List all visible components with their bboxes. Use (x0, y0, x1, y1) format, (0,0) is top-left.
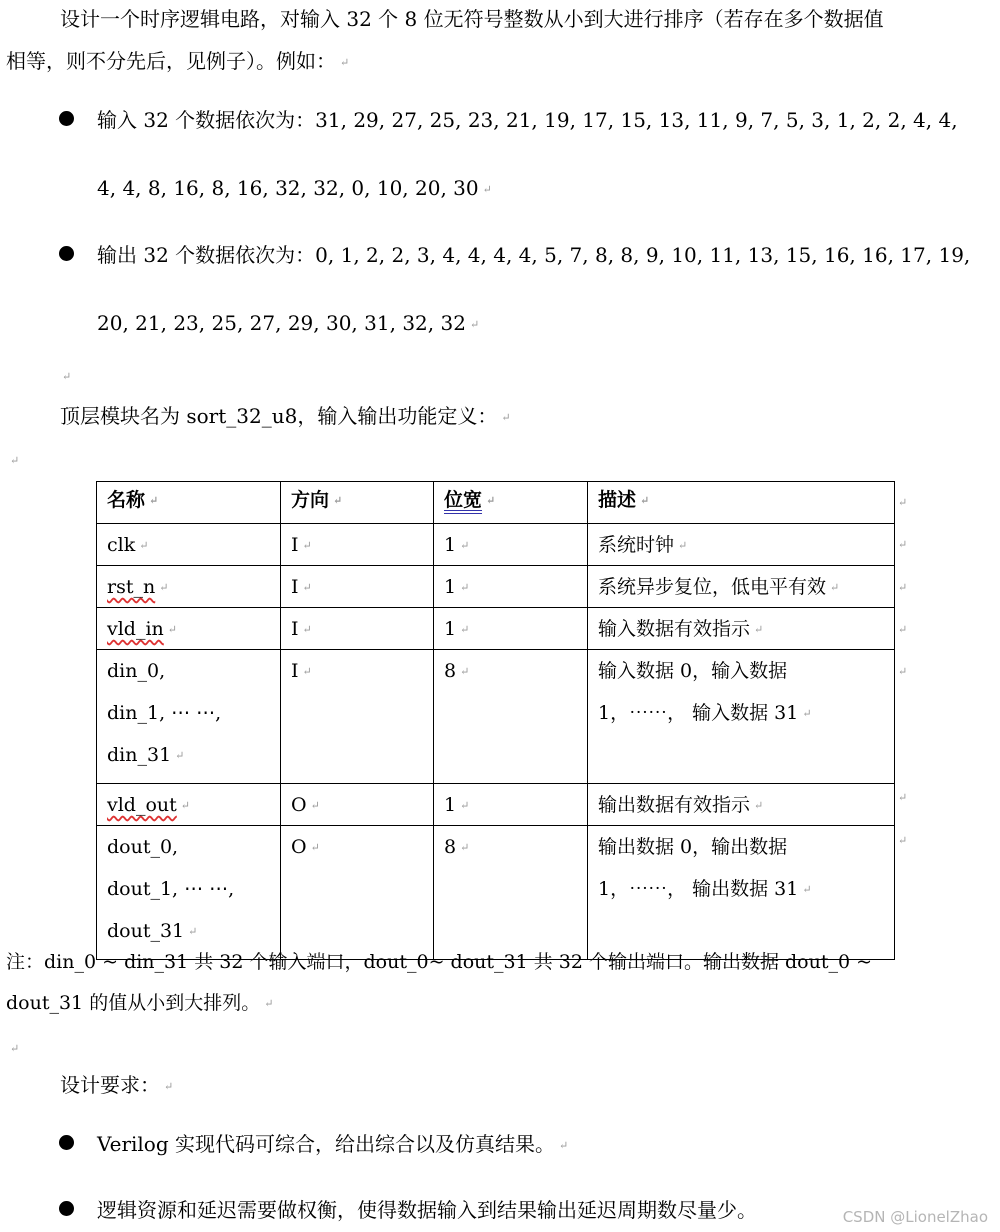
note-line-2: dout_31 的值从小到大排列。 ↵ (6, 992, 274, 1014)
port-width: 8 ↵ (434, 826, 588, 960)
example-output-line-2: 20, 21, 23, 25, 27, 29, 30, 31, 32, 32 ↵ (97, 311, 480, 335)
port-width: 8 ↵ (434, 650, 588, 784)
port-direction: O ↵ (281, 826, 434, 960)
port-description: 输出数据有效指示 ↵ (588, 784, 895, 826)
intro-line-2: 相等，则不分先后，见例子）。例如： ↵ (6, 49, 350, 73)
port-direction: O ↵ (281, 784, 434, 826)
requirement-item: 逻辑资源和延迟需要做权衡，使得数据输入到结果输出延迟周期数尽量少。 (97, 1198, 757, 1222)
example-input-line-2: 4, 4, 8, 16, 8, 16, 32, 32, 0, 10, 20, 30 ↵ (97, 176, 492, 200)
port-description: 系统异步复位，低电平有效 ↵ (588, 566, 895, 608)
port-description: 输出数据 0，输出数据 1，⋯⋯， 输出数据 31 ↵ (588, 826, 895, 960)
empty-paragraph-mark: ↵ (62, 369, 72, 383)
port-name: vld_out ↵ (97, 784, 281, 826)
port-direction: I ↵ (281, 566, 434, 608)
port-width: 1 ↵ (434, 566, 588, 608)
bullet-icon (59, 1135, 74, 1150)
bullet-icon (59, 111, 74, 126)
watermark: CSDN @LionelZhao (842, 1208, 988, 1226)
row-end-mark: ↵ (898, 665, 908, 678)
port-width: 1 ↵ (434, 784, 588, 826)
example-input-line-1: 输入 32 个数据依次为：31, 29, 27, 25, 23, 21, 19, 17, 15, 13, 11, 9, 7, 5, 3, 1, 2, 2, 4, 4, (97, 108, 958, 132)
port-description: 系统时钟 ↵ (588, 524, 895, 566)
port-description: 输入数据有效指示 ↵ (588, 608, 895, 650)
table-row (97, 524, 895, 566)
table-row (97, 566, 895, 608)
port-name: clk ↵ (97, 524, 281, 566)
intro-line-1: 设计一个时序逻辑电路，对输入 32 个 8 位无符号整数从小到大进行排序（若存在多个数据值 (60, 7, 884, 31)
requirements-title: 设计要求： ↵ (60, 1073, 174, 1097)
table-row (97, 784, 895, 826)
header-description: 描述 ↵ (588, 482, 895, 524)
row-end-mark: ↵ (898, 581, 908, 594)
port-definition-table (96, 481, 895, 960)
port-name: din_0, din_1, ⋯ ⋯, din_31 ↵ (97, 650, 281, 784)
bullet-icon (59, 1201, 74, 1216)
requirement-item: Verilog 实现代码可综合，给出综合以及仿真结果。 ↵ (97, 1132, 569, 1156)
empty-paragraph-mark: ↵ (10, 453, 20, 467)
port-description: 输入数据 0，输入数据 1，⋯⋯， 输入数据 31 ↵ (588, 650, 895, 784)
module-name-line: 顶层模块名为 sort_32_u8，输入输出功能定义： ↵ (60, 404, 511, 428)
port-name: dout_0, dout_1, ⋯ ⋯, dout_31 ↵ (97, 826, 281, 960)
port-width: 1 ↵ (434, 608, 588, 650)
port-width: 1 ↵ (434, 524, 588, 566)
row-end-mark: ↵ (898, 623, 908, 636)
port-name: vld_in ↵ (97, 608, 281, 650)
note-line-1: 注：din_0 ~ din_31 共 32 个输入端口，dout_0~ dout_31 共 32 个输出端口。输出数据 dout_0 ~ (6, 951, 873, 973)
port-direction: I ↵ (281, 608, 434, 650)
header-width: 位宽 ↵ (434, 482, 588, 524)
header-name: 名称 ↵ (97, 482, 281, 524)
port-name: rst_n ↵ (97, 566, 281, 608)
table-row (97, 826, 895, 960)
bullet-icon (59, 246, 74, 261)
example-output-line-1: 输出 32 个数据依次为：0, 1, 2, 2, 3, 4, 4, 4, 4, 5, 7, 8, 8, 9, 10, 11, 13, 15, 16, 16, 17, 19, (97, 243, 971, 267)
table-row (97, 608, 895, 650)
header-direction: 方向 ↵ (281, 482, 434, 524)
row-end-mark: ↵ (898, 496, 908, 509)
empty-paragraph-mark: ↵ (10, 1041, 20, 1055)
row-end-mark: ↵ (898, 538, 908, 551)
port-direction: I ↵ (281, 524, 434, 566)
table-header-row (97, 482, 895, 524)
row-end-mark: ↵ (898, 791, 908, 804)
port-direction: I ↵ (281, 650, 434, 784)
row-end-mark: ↵ (898, 834, 908, 847)
table-row (97, 650, 895, 784)
